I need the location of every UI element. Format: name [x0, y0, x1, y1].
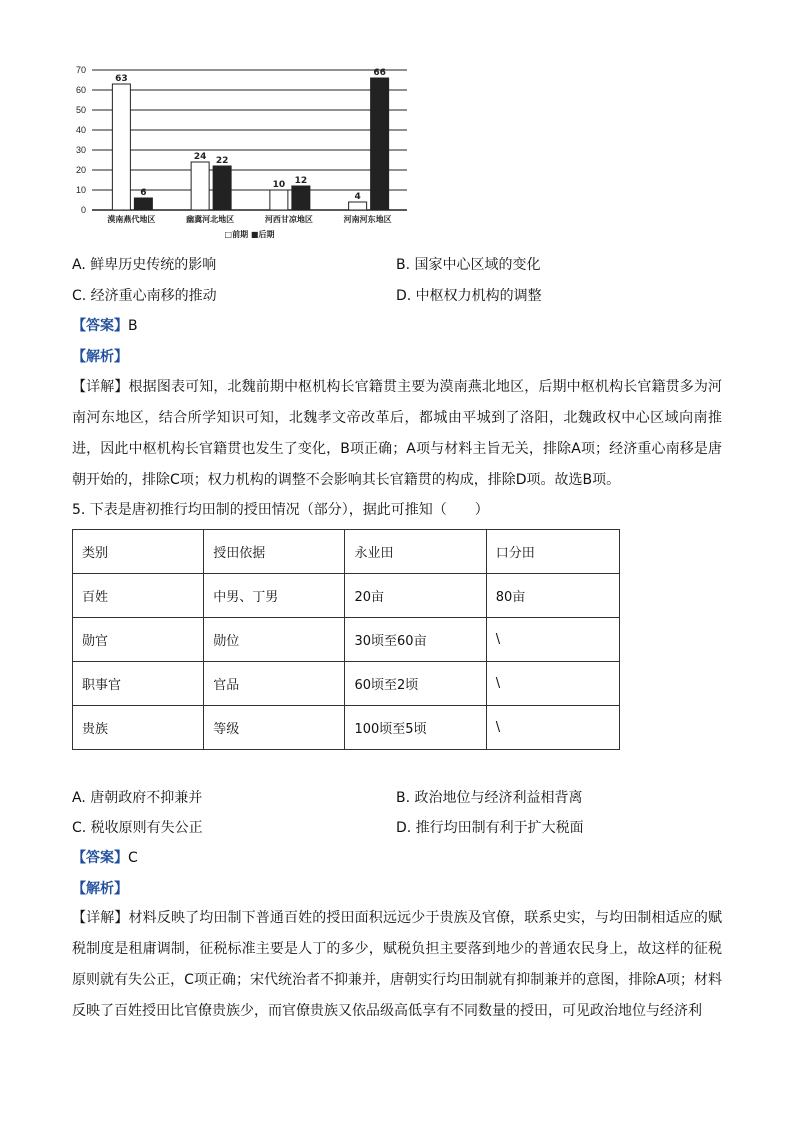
q5-detail-text: 材料反映了均田制下普通百姓的授田面积远远少于贵族及官僚，联系史实，与均田制相适应的赋税制度是租庸调制，征税标准主要是人丁的多少，赋税负担主要落到地少的普通农民身上，故这样的征税原则就有失公正，C项正确；宋代统治者不抑兼并，唐朝实行均田制就有抑制兼并的意图，排除A项；材料反映了百姓授田比官僚贵族少，而官僚贵族又依品级高低享有不同数量的授田，可见政治地位与经济利	[72, 910, 723, 1019]
data-label: 63	[115, 74, 128, 84]
analysis-tag: 【解析】	[72, 349, 128, 365]
table-cell: 中男、丁男	[204, 574, 345, 618]
y-tick-label: 0	[80, 205, 86, 215]
y-tick-label: 40	[75, 125, 86, 135]
analysis-tag: 【解析】	[72, 881, 128, 897]
bar	[349, 202, 367, 210]
x-category-label: 河西甘凉地区	[264, 215, 313, 224]
q5-answer-line	[72, 848, 138, 868]
data-label: 10	[272, 180, 286, 190]
q5-answer: C	[128, 850, 138, 866]
table-cell: 20亩	[345, 574, 486, 618]
detail-tag: 【详解】	[72, 910, 129, 926]
table-row	[73, 618, 620, 662]
table-header-cell: 永业田	[345, 530, 486, 574]
data-label: 4	[354, 192, 361, 202]
q4-option-b[interactable]: B. 国家中心区域的变化	[396, 257, 541, 273]
table-row	[73, 574, 620, 618]
bar	[371, 78, 389, 210]
y-tick-label: 10	[75, 185, 86, 195]
y-tick-label: 70	[75, 65, 86, 75]
q5-option-a[interactable]: A. 唐朝政府不抑兼并	[72, 790, 203, 806]
x-category-label: 漠南燕代地区	[107, 215, 156, 224]
table-row	[73, 662, 620, 706]
detail-tag: 【详解】	[72, 379, 129, 395]
q4-detail-paragraph	[72, 372, 722, 496]
bar	[134, 198, 152, 210]
land-grant-table	[72, 529, 620, 750]
data-label: 24	[193, 152, 207, 162]
table-header-row	[73, 530, 620, 574]
bar	[191, 162, 209, 210]
table-cell: 百姓	[73, 574, 204, 618]
answer-tag: 【答案】	[72, 850, 128, 866]
y-tick-label: 30	[75, 145, 86, 155]
table-cell: 等级	[204, 706, 345, 750]
table-cell: 80亩	[486, 574, 619, 618]
data-label: 6	[140, 188, 147, 198]
y-tick-label: 60	[75, 85, 86, 95]
x-category-label: 幽冀河北地区	[186, 215, 235, 224]
bar-chart	[55, 62, 415, 252]
table-row	[73, 706, 620, 750]
bar	[213, 166, 231, 210]
q4-option-d[interactable]: D. 中枢权力机构的调整	[396, 288, 542, 304]
table-cell: 30顷至60亩	[345, 618, 486, 662]
q4-detail-text: 根据图表可知，北魏前期中枢机构长官籍贯主要为漠南燕北地区，后期中枢机构长官籍贯多为河南河东地区，结合所学知识可知，北魏孝文帝改革后，都城由平城到了洛阳，北魏政权中心区域向南推进，因此中枢机构长官籍贯也发生了变化，B项正确；A项与材料主旨无关，排除A项；经济重心南移是唐朝开始的，排除C项；权力机构的调整不会影响其长官籍贯的构成，排除D项。故选B项。	[72, 379, 723, 488]
x-category-label: 河南河东地区	[343, 215, 392, 224]
table-header-cell: 授田依据	[204, 530, 345, 574]
table-cell: 60顷至2顷	[345, 662, 486, 706]
bar	[112, 84, 130, 210]
table-cell: 勋官	[73, 618, 204, 662]
table-cell: 勋位	[204, 618, 345, 662]
table-cell: \	[486, 706, 619, 750]
q4-answer: B	[128, 318, 138, 334]
chart-svg	[55, 62, 415, 252]
data-label: 12	[294, 176, 308, 186]
q5-option-d[interactable]: D. 推行均田制有利于扩大税面	[396, 820, 584, 836]
table-cell: 100顷至5顷	[345, 706, 486, 750]
q4-option-a[interactable]: A. 鲜卑历史传统的影响	[72, 257, 217, 273]
q5-detail-paragraph	[72, 903, 722, 1027]
q5-analysis-line	[72, 879, 128, 899]
q5-option-c[interactable]: C. 税收原则有失公正	[72, 820, 203, 836]
q5-option-b[interactable]: B. 政治地位与经济利益相背离	[396, 790, 583, 806]
table-header-cell: 类别	[73, 530, 204, 574]
q5-stem: 5. 下表是唐初推行均田制的授田情况（部分），据此可推知（ ）	[72, 502, 489, 518]
table-cell: 贵族	[73, 706, 204, 750]
y-tick-label: 20	[75, 165, 86, 175]
data-label: 66	[373, 68, 386, 78]
table-cell: 职事官	[73, 662, 204, 706]
bar	[270, 190, 288, 210]
q4-answer-line	[72, 316, 138, 336]
table-cell: 官品	[204, 662, 345, 706]
data-label: 22	[215, 156, 229, 166]
table-cell: \	[486, 618, 619, 662]
table-cell: \	[486, 662, 619, 706]
y-tick-label: 50	[75, 105, 86, 115]
legend: □前期 ■后期	[224, 230, 275, 239]
q4-analysis-line	[72, 347, 128, 367]
q4-option-c[interactable]: C. 经济重心南移的推动	[72, 288, 217, 304]
bar	[292, 186, 310, 210]
table-header-cell: 口分田	[486, 530, 619, 574]
answer-tag: 【答案】	[72, 318, 128, 334]
